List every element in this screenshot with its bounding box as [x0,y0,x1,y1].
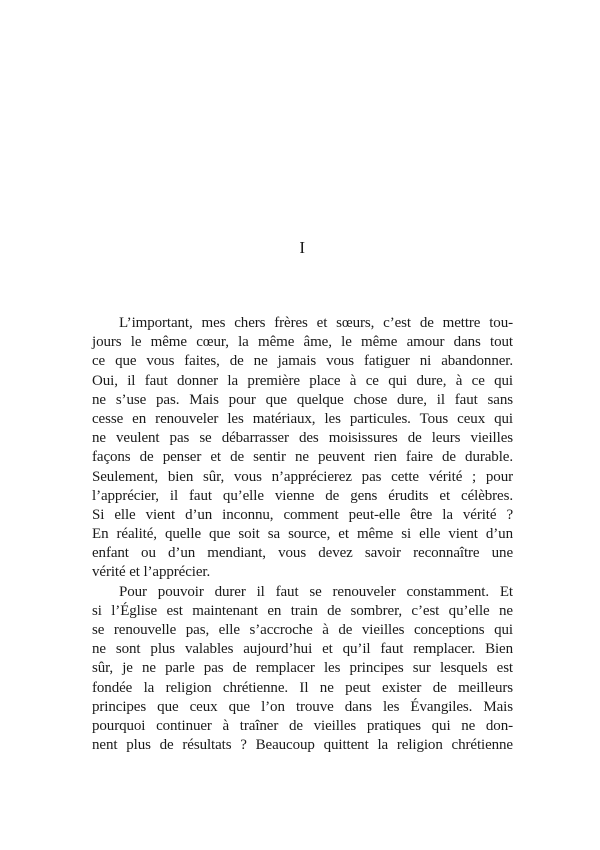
paragraph [92,314,513,583]
text-line: l’apprécier, il faut qu’elle vienne de gens érudits et célèbres. [92,487,513,504]
text-line: pourquoi continuer à traîner de vieilles pratiques qui ne don- [92,717,513,734]
text-line: ne veulent pas se débarrasser des moisissures de leurs vieilles [92,430,513,447]
text-line: Si elle vient d’un inconnu, comment peut-elle être la vérité ? [92,506,513,523]
text-line: principes que ceux que l’on trouve dans les Évangiles. Mais [92,698,513,715]
text-line: si l’Église est maintenant en train de sombrer, c’est qu’elle ne [92,602,513,619]
text-line: fondée la religion chrétienne. Il ne peut exister de meilleurs [92,679,513,696]
text-line: sûr, je ne parle pas de remplacer les principes sur lesquels est [92,660,513,677]
text-line: ne sont plus valables aujourd’hui et qu’il faut remplacer. Bien [92,641,513,658]
text-line: ne s’use pas. Mais pour que quelque chose dure, il faut sans [92,391,513,408]
text-line: enfant ou d’un mendiant, vous devez savoir reconnaître une [92,545,513,562]
text-line: façons de penser et de sentir ne peuvent rien faire de durable. [92,449,513,466]
paragraph [92,583,513,756]
text-line: vérité et l’apprécier. [92,564,211,581]
text-line: Oui, il faut donner la première place à ce qui dure, à ce qui [92,372,513,389]
chapter-numeral: I [299,238,306,257]
text-line: L’important, mes chers frères et sœurs, c’est de mettre tou- [119,315,513,331]
body-text [92,314,513,755]
text-line: se renouvelle pas, elle s’accroche à de vieilles conceptions qui [92,622,513,638]
text-line: Pour pouvoir durer il faut se renouveler constamment. Et [119,583,513,600]
text-line: Seulement, bien sûr, vous n’apprécierez pas cette vérité ; pour [92,468,513,485]
text-line: ce que vous faites, de ne jamais vous fatiguer ni abandonner. [92,353,513,370]
text-line: cesse en renouveler les matériaux, les particules. Tous ceux qui [92,410,513,427]
text-line: nent plus de résultats ? Beaucoup quittent la religion chrétienne [92,737,513,754]
text-line: En réalité, quelle que soit sa source, et même si elle vient d’un [92,526,513,543]
text-line: jours le même cœur, la même âme, le même amour dans tout [92,334,513,351]
